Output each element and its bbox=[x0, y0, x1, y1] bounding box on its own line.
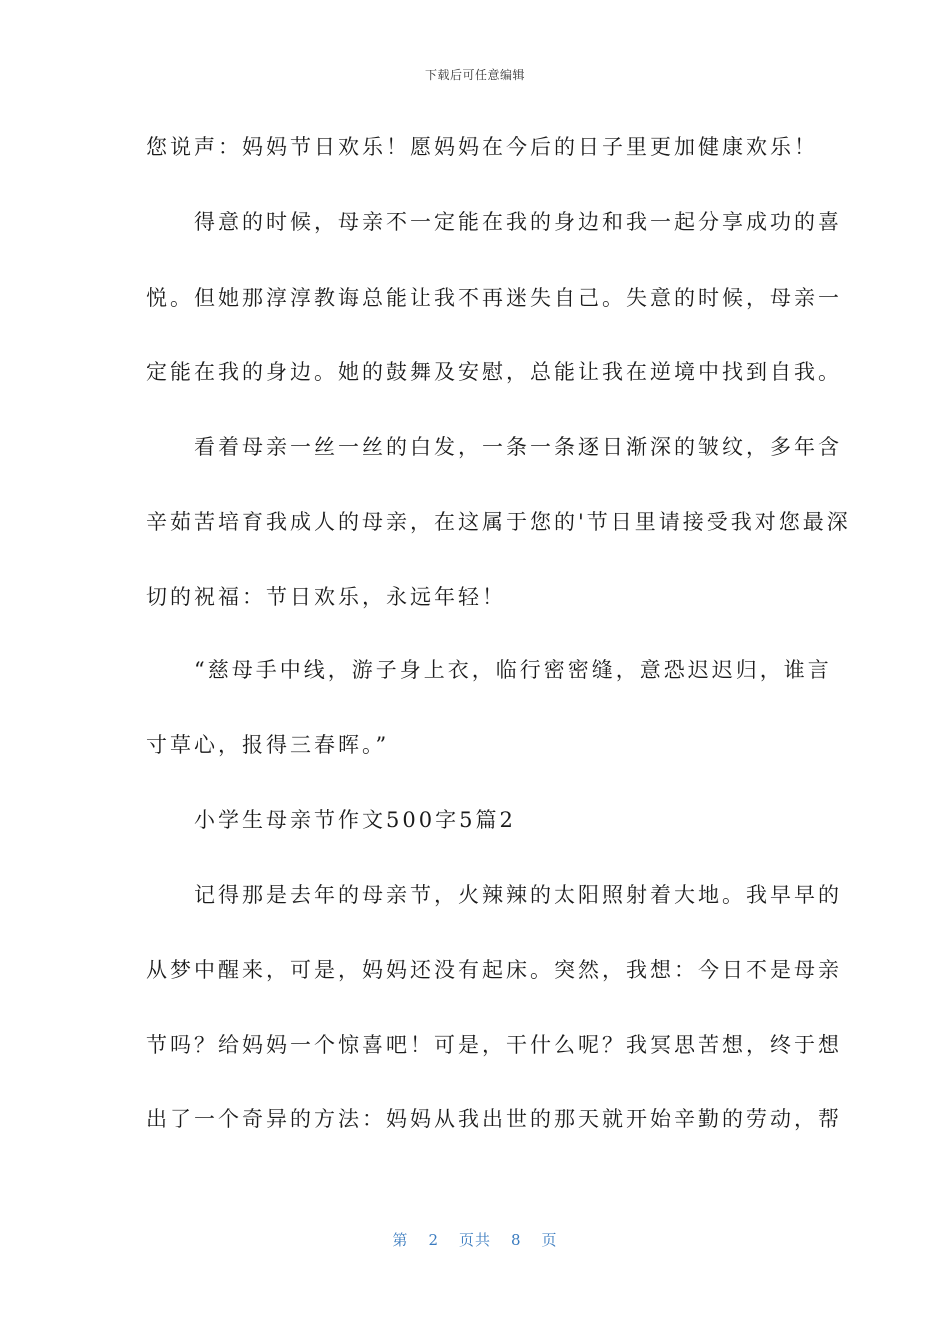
text-line: 从梦中醒来，可是，妈妈还没有起床。突然，我想：今日不是母亲 bbox=[146, 958, 842, 982]
text-line: 出了一个奇异的方法：妈妈从我出世的那天就开始辛勤的劳动，帮 bbox=[146, 1107, 842, 1131]
text-line: 您说声：妈妈节日欢乐！愿妈妈在今后的日子里更加健康欢乐！ bbox=[146, 135, 818, 159]
footer-total-pages: 8 bbox=[511, 1231, 522, 1249]
text-line: 得意的时候，母亲不一定能在我的身边和我一起分享成功的喜 bbox=[146, 210, 842, 234]
footer-current-page: 2 bbox=[428, 1231, 439, 1249]
text-line: 节吗？给妈妈一个惊喜吧！可是，干什么呢？我冥思苦想，终于想 bbox=[146, 1033, 842, 1057]
page-footer bbox=[0, 1229, 950, 1250]
text-line: 悦。但她那淳淳教诲总能让我不再迷失自己。失意的时候，母亲一 bbox=[146, 286, 842, 310]
section-heading: 小学生母亲节作文500字5篇2 bbox=[146, 808, 516, 832]
footer-prefix: 第 bbox=[392, 1231, 409, 1249]
footer-suffix: 页 bbox=[541, 1231, 558, 1249]
text-line: 看着母亲一丝一丝的白发，一条一条逐日渐深的皱纹，多年含 bbox=[146, 435, 842, 459]
text-line: 记得那是去年的母亲节，火辣辣的太阳照射着大地。我早早的 bbox=[146, 883, 842, 907]
text-line: “慈母手中线，游子身上衣，临行密密缝，意恐迟迟归，谁言 bbox=[146, 658, 832, 682]
page-header: 下载后可任意编辑 bbox=[424, 68, 525, 82]
footer-middle: 页共 bbox=[458, 1231, 491, 1249]
text-line: 切的祝福：节日欢乐，永远年轻！ bbox=[146, 585, 506, 609]
text-line: 寸草心，报得三春晖。” bbox=[146, 733, 390, 757]
text-line: 定能在我的身边。她的鼓舞及安慰，总能让我在逆境中找到自我。 bbox=[146, 360, 842, 384]
text-line: 辛茹苦培育我成人的母亲，在这属于您的'节日里请接受我对您最深 bbox=[146, 510, 851, 534]
